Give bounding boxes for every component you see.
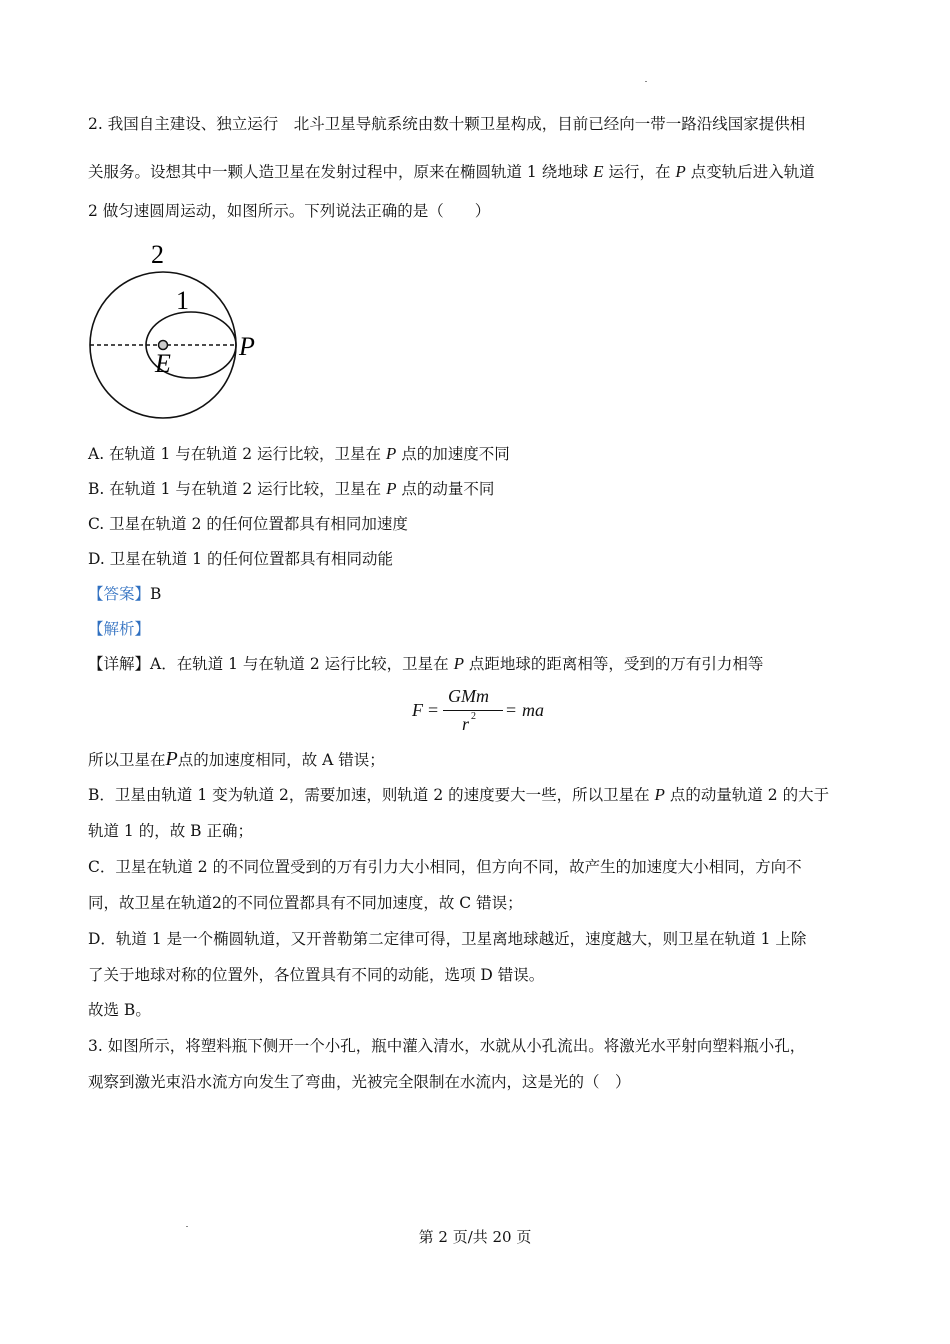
answer-value: B (150, 585, 162, 603)
q3-text: 观察到激光束沿水流方向发生了弯曲，光被完全限制在水流内，这是光的（ ） (88, 1073, 631, 1091)
detail-A-line (88, 653, 763, 675)
option-text: B. 在轨道 1 与在轨道 2 运行比较，卫星在 (88, 480, 387, 498)
detail-text: 点的加速度相同，故 A 错误； (177, 751, 385, 769)
scan-dot (645, 81, 647, 82)
formula-rhs: ma (522, 700, 544, 720)
detail-text: 了关于地球对称的位置外，各位置具有不同的动能，选项 D 错误。 (88, 966, 545, 984)
detail-conclusion (88, 999, 151, 1021)
detail-text: 点距地球的距离相等，受到的万有引力相等 (463, 655, 764, 673)
q2-text: 运行，在 (603, 163, 676, 181)
detail-A-conclusion (88, 748, 385, 771)
label-point-P: P (239, 332, 255, 361)
analysis-line (88, 618, 150, 640)
detail-text: C．卫星在轨道 2 的不同位置受到的万有引力大小相同，但方向不同，故产生的加速度大小相同，方向不 (88, 858, 802, 876)
gravitation-formula (412, 684, 572, 736)
var-P: P (654, 785, 665, 804)
detail-text: 故选 B。 (88, 1001, 151, 1019)
detail-text: 同，故卫星在轨道2的不同位置都具有不同加速度，故 C 错误； (88, 894, 523, 912)
formula-lhs: F (412, 700, 423, 720)
q3-text: 3. 如图所示，将塑料瓶下侧开一个小孔，瓶中灌入清水，水就从小孔流出。将激光水平射向塑料瓶小孔， (88, 1037, 806, 1055)
q2-text: 2. 我国自主建设、独立运行 北斗卫星导航系统由数十颗卫星构成，目前已经向一带一路沿线国家提供相 (88, 115, 806, 133)
detail-D-line-1 (88, 928, 806, 950)
detail-D-line-2 (88, 964, 544, 986)
var-P: P (453, 654, 464, 673)
detail-tag: 【详解】 (88, 655, 151, 673)
label-earth-E: E (155, 349, 171, 378)
page-number: 第 2 页/共 20 页 (418, 1228, 532, 1246)
detail-text: 轨道 1 的，故 B 正确； (88, 822, 253, 840)
option-text: 点的动量不同 (396, 480, 495, 498)
detail-C-line-1 (88, 856, 802, 878)
page-footer (0, 1226, 950, 1247)
q2-line-3 (88, 200, 490, 222)
option-D (88, 548, 393, 570)
formula-equals-2: = (506, 700, 517, 720)
var-P: P (385, 444, 397, 463)
detail-text: A．在轨道 1 与在轨道 2 运行比较，卫星在 (150, 655, 454, 673)
detail-B-line-1 (88, 784, 829, 806)
option-A (88, 443, 510, 465)
q2-text: 2 做匀速圆周运动，如图所示。下列说法正确的是（ ） (88, 202, 491, 220)
q2-line-1 (88, 113, 805, 135)
option-B (88, 478, 494, 500)
var-P: P (165, 748, 178, 770)
q2-text: 关服务。设想其中一颗人造卫星在发射过程中，原来在椭圆轨道 1 绕地球 (88, 163, 594, 181)
label-orbit-1: 1 (176, 286, 189, 315)
option-text: D. 卫星在轨道 1 的任何位置都具有相同动能 (88, 550, 393, 568)
var-E: E (593, 162, 604, 181)
formula-exponent: 2 (471, 711, 476, 722)
q3-line-2 (88, 1071, 631, 1093)
detail-text: 点的动量轨道 2 的大于 (664, 786, 830, 804)
answer-tag: 【答案】 (88, 585, 151, 603)
var-P: P (675, 162, 686, 181)
q2-text: 点变轨后进入轨道 (685, 163, 815, 181)
formula-denominator: r (462, 714, 470, 734)
analysis-tag: 【解析】 (88, 620, 151, 638)
formula-numerator: GMm (448, 686, 489, 706)
option-text: C. 卫星在轨道 2 的任何位置都具有相同加速度 (88, 515, 408, 533)
answer-line (88, 583, 161, 605)
detail-text: D．轨道 1 是一个椭圆轨道，又开普勒第二定律可得，卫星离地球越近，速度越大，则卫星在轨道 1 上除 (88, 930, 807, 948)
var-P: P (386, 479, 397, 498)
formula-equals-1: = (428, 700, 439, 720)
option-C (88, 513, 408, 535)
detail-text: 所以卫星在 (88, 751, 166, 769)
detail-C-line-2 (88, 892, 523, 914)
q3-line-1 (88, 1035, 805, 1057)
q2-line-2 (88, 161, 815, 183)
option-text: 点的加速度不同 (396, 445, 510, 463)
option-text: A. 在轨道 1 与在轨道 2 运行比较，卫星在 (88, 445, 386, 463)
orbit-diagram (84, 238, 274, 428)
label-orbit-2: 2 (151, 240, 164, 269)
detail-text: B．卫星由轨道 1 变为轨道 2，需要加速，则轨道 2 的速度要大一些，所以卫星在 (88, 786, 655, 804)
detail-B-line-2 (88, 820, 253, 842)
